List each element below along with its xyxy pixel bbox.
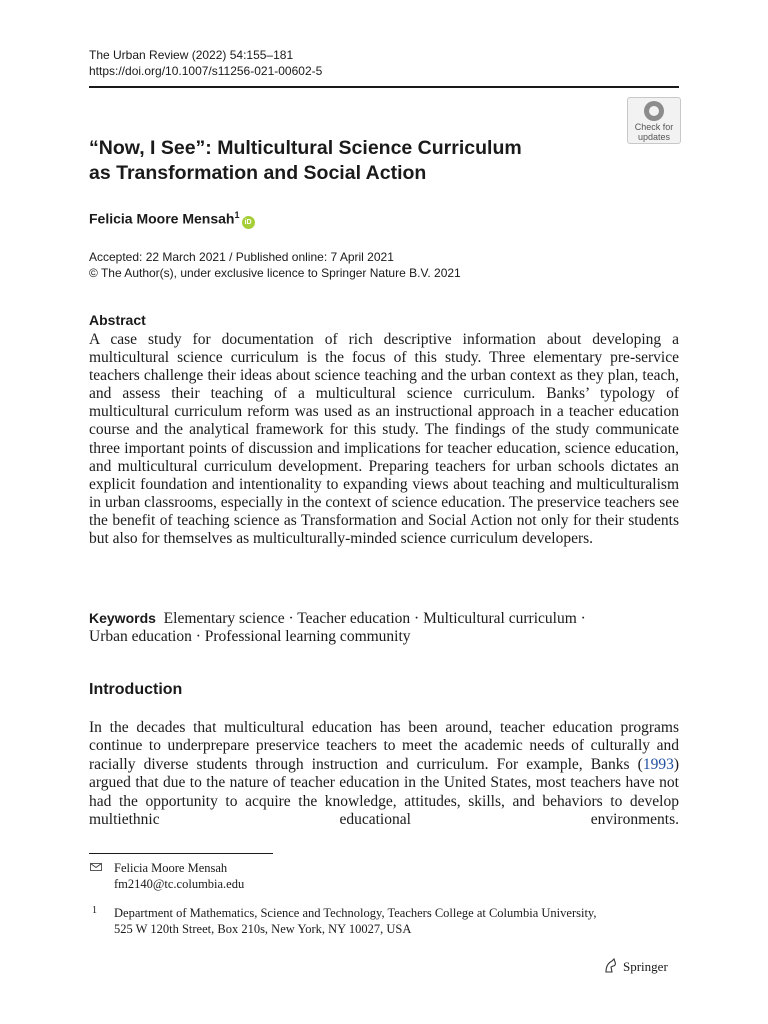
corresponding-author-name: Felicia Moore Mensah: [114, 861, 228, 875]
footnote-rule: [89, 853, 273, 854]
orcid-icon[interactable]: iD: [242, 216, 255, 229]
badge-text: Check for updates: [634, 122, 674, 142]
header-rule: [89, 86, 679, 88]
abstract-text: A case study for documentation of rich descriptive information about developing a multicultural science curriculum is the focus of this study. Three elementary pre-service teachers challenge their ideas about science teaching and the urban context as they plan, teach, and assess their teaching of a multicultural science curriculum. Banks’ typology of multicultural curriculum reform was used as an instructional approach in a teacher education course and the analytical framework for this study. The findings of the study communicate three important points of discussion and implications for teacher education, science education, and multicultural curriculum development. Preparing teachers for urban schools dictates an explicit foundation and intentionality to expanding views about teaching and multiculturalism in urban classrooms, especially in the context of science education. The preservice teachers see the benefit of teaching science as Transformation and Social Action not only for their students but also for themselves as multiculturally-minded science curriculum developers.: [89, 331, 679, 548]
author-name[interactable]: Felicia Moore Mensah: [89, 210, 235, 227]
publisher-logo: [603, 958, 668, 976]
introduction-heading: Introduction: [89, 681, 183, 698]
article-title: [89, 136, 609, 186]
corresponding-author-email[interactable]: fm2140@tc.columbia.edu: [114, 877, 245, 891]
title-line-1: “Now, I See”: Multicultural Science Curriculum: [89, 137, 522, 159]
affiliation: [114, 905, 674, 937]
journal-citation: The Urban Review (2022) 54:155–181: [89, 48, 294, 62]
publication-dates: [89, 249, 461, 281]
author-affiliation-mark: 1: [234, 210, 240, 220]
citation-link[interactable]: 1993: [642, 755, 674, 773]
keywords-list-2: Urban education · Professional learning community: [89, 628, 411, 646]
author-line: [89, 206, 255, 229]
publisher-name: Springer: [623, 959, 668, 974]
copyright-line: © The Author(s), under exclusive licence to Springer Nature B.V. 2021: [89, 266, 461, 280]
affiliation-line-2: 525 W 120th Street, Box 210s, New York, NY 10027, USA: [114, 922, 412, 936]
springer-horse-icon: [603, 958, 619, 974]
introduction-text: In the decades that multicultural education has been around, teacher education programs continue to underprepare preservice teachers to meet the academic needs of culturally and racially diverse students through instruction and curriculum. For example, Banks (1993) argued that due to the nature of teacher education in the United States, most teachers have not had the opportunity to acquire the knowledge, attitudes, skills, and behaviors to develop multiethnic educational environments.: [89, 719, 679, 829]
keywords-list-1: Elementary science · Teacher education · Multicultural curriculum ·: [163, 610, 586, 627]
keywords: [89, 609, 679, 646]
crossmark-icon: [644, 101, 664, 121]
keywords-label: Keywords: [89, 610, 156, 626]
check-for-updates-badge[interactable]: [627, 97, 681, 144]
envelope-icon: [90, 863, 102, 871]
keywords-line-1: [89, 609, 679, 628]
journal-header: [89, 47, 322, 79]
title-line-2: as Transformation and Social Action: [89, 162, 427, 184]
accepted-published: Accepted: 22 March 2021 / Published online: 7 April 2021: [89, 250, 394, 264]
affiliation-mark: 1: [92, 905, 97, 916]
doi-link[interactable]: https://doi.org/10.1007/s11256-021-00602-5: [89, 64, 323, 78]
abstract-heading: Abstract: [89, 312, 146, 328]
affiliation-line-1: Department of Mathematics, Science and Technology, Teachers College at Columbia University,: [114, 906, 597, 920]
corresponding-author: [114, 860, 244, 892]
